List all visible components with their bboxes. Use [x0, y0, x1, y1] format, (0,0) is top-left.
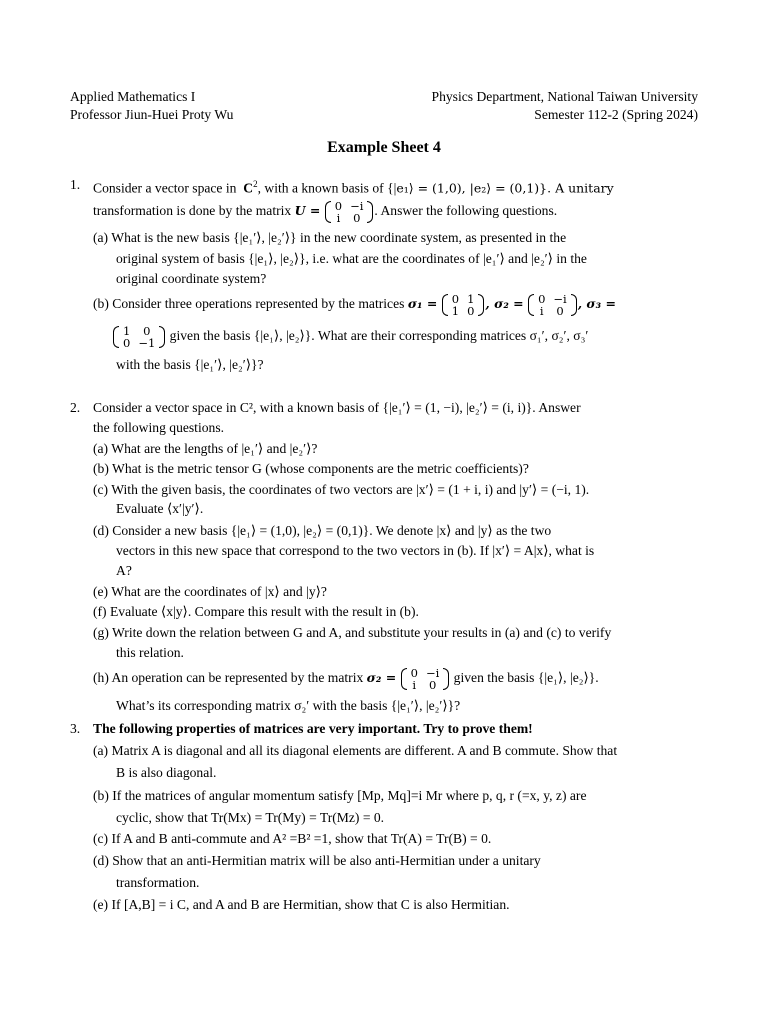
- q1a-line3: original coordinate system?: [116, 271, 267, 286]
- matrix-cell-0-1: −i: [425, 665, 440, 680]
- q2c-line2: Evaluate ⟨x′|y′⟩.: [116, 501, 204, 516]
- matrix-cell-1-1: 0: [467, 303, 475, 318]
- q2h-line1: (h) An operation can be represented by the matrix σ₂ = 0 −i i 0 given the basis {|e₁⟩, |e₂⟩}.: [93, 665, 599, 692]
- q2d-line2: vectors in this new space that correspond to the two vectors in (b). If |x′⟩ = A|x⟩, what is: [116, 543, 595, 558]
- q2-line2: the following questions.: [93, 420, 225, 435]
- matrix-cell-1-0: i: [412, 677, 417, 692]
- q1b-line3: with the basis {|e₁′⟩, |e₂′⟩}?: [116, 357, 264, 372]
- q2a: (a) What are the lengths of |e₁′⟩ and |e₂′⟩?: [93, 441, 318, 456]
- matrix-cell-0-0: 1: [123, 323, 131, 338]
- matrix-cell-0-1: −i: [553, 291, 567, 306]
- page-title: Example Sheet 4: [327, 139, 441, 156]
- q3d-line1: (d) Show that an anti-Hermitian matrix will be also anti-Hermitian under a unitary: [93, 853, 541, 868]
- q2b: (b) What is the metric tensor G (whose components are the metric coefficients)?: [93, 461, 529, 476]
- matrix-cell-1-0: 0: [123, 335, 131, 350]
- matrix-cell-0-1: 1: [467, 291, 475, 306]
- q1-line2: transformation is done by the matrix U = 0 −i i 0 . Answer the following questions.: [93, 198, 558, 225]
- q1b-line2: 1 0 0 −1 given the basis {|e₁⟩, |e₂⟩}. What are their corresponding matrices σ₁′, σ₂′, σ₃′: [112, 322, 588, 350]
- header-left: [70, 88, 233, 123]
- matrix-cell-1-0: i: [539, 303, 544, 318]
- header-right: [432, 88, 698, 123]
- department-name: Physics Department, National Taiwan University: [431, 89, 698, 104]
- q3a-line2: B is also diagonal.: [116, 765, 217, 780]
- q3b-line2: cyclic, show that Tr(Mx) = Tr(My) = Tr(Mz) = 0.: [116, 810, 385, 825]
- matrix-sigma3: [113, 325, 165, 349]
- matrix-cell-0-0: 0: [334, 198, 343, 213]
- matrix-cell-0-1: 0: [143, 323, 151, 338]
- matrix-cell-0-1: −i: [350, 198, 364, 213]
- q3e: (e) If [A,B] = i C, and A and B are Hermitian, show that C is also Hermitian.: [93, 897, 510, 912]
- q2c-line1: (c) With the given basis, the coordinates of two vectors are |x′⟩ = (1 + i, i) and |y′⟩ = (−i, 1).: [93, 482, 590, 497]
- q2f: (f) Evaluate ⟨x|y⟩. Compare this result with the result in (b).: [93, 604, 419, 619]
- q3d-line2: transformation.: [116, 875, 200, 890]
- matrix-cell-0-0: 0: [538, 291, 546, 306]
- q2h-line2: What’s its corresponding matrix σ₂′ with the basis {|e₁′⟩, |e₂′⟩}?: [116, 698, 461, 713]
- matrix-cell-0-0: 0: [451, 291, 460, 306]
- q1a-line2: original system of basis {|e₁⟩, |e₂⟩}, i.e. what are the coordinates of |e₁′⟩ and |e₂′⟩ in the: [116, 251, 587, 266]
- matrix-sigma2-q2: [401, 667, 450, 691]
- q3c: (c) If A and B anti-commute and A² =B² =1, show that Tr(A) = Tr(B) = 0.: [93, 831, 492, 846]
- matrix-cell-1-1: 0: [428, 677, 437, 692]
- course-name: Applied Mathematics I: [70, 89, 196, 104]
- q3-number: 3.: [70, 721, 81, 736]
- q1b-line1: (b) Consider three operations represented by the matrices σ₁ = 0 1 1 0 , σ₂ = 0 −i i 0 , σ₃ =: [93, 291, 616, 318]
- matrix-sigma1: [442, 293, 485, 317]
- q3-heading: The following properties of matrices are very important. Try to prove them!: [93, 721, 533, 736]
- professor-name: Professor Jiun-Huei Proty Wu: [70, 106, 234, 122]
- q2e: (e) What are the coordinates of |x⟩ and |y⟩?: [93, 584, 327, 599]
- q2d-line3: A?: [116, 563, 132, 578]
- matrix-cell-1-1: 0: [353, 210, 361, 225]
- matrix-cell-1-1: 0: [556, 303, 564, 318]
- q3b-line1: (b) If the matrices of angular momentum satisfy [Mp, Mq]=i Mr where p, q, r (=x, y, z) are: [93, 788, 587, 803]
- matrix-U: [325, 200, 374, 224]
- matrix-cell-1-0: 1: [451, 303, 460, 318]
- q2-number: 2.: [70, 400, 81, 415]
- matrix-cell-1-0: i: [336, 210, 341, 225]
- matrix-cell-0-0: 0: [410, 665, 418, 680]
- q1a-line1: (a) What is the new basis {|e₁′⟩, |e₂′⟩} in the new coordinate system, as presented in the: [93, 230, 567, 245]
- matrix-cell-1-1: −1: [138, 335, 156, 350]
- semester: Semester 112-2 (Spring 2024): [534, 106, 698, 122]
- q2g-line1: (g) Write down the relation between G and A, and substitute your results in (a) and (c) to verify: [93, 625, 612, 640]
- q2-line1: Consider a vector space in C², with a known basis of {|e₁′⟩ = (1, −i), |e₂′⟩ = (i, i)}. Answer: [93, 400, 581, 415]
- matrix-sigma2: [528, 293, 577, 317]
- q1-number: 1.: [70, 177, 81, 192]
- q1-line1: Consider a vector space in $C^2$, with a known basis of {|e₁⟩ = (1,0), |e₂⟩ = (0,1)}. A unitary: [93, 179, 614, 196]
- q3a-line1: (a) Matrix A is diagonal and all its diagonal elements are different. A and B commute. Show that: [93, 743, 618, 758]
- q2g-line2: this relation.: [116, 645, 184, 660]
- q2d-line1: (d) Consider a new basis {|e₁⟩ = (1,0), |e₂⟩ = (0,1)}. We denote |x⟩ and |y⟩ as the two: [93, 523, 552, 538]
